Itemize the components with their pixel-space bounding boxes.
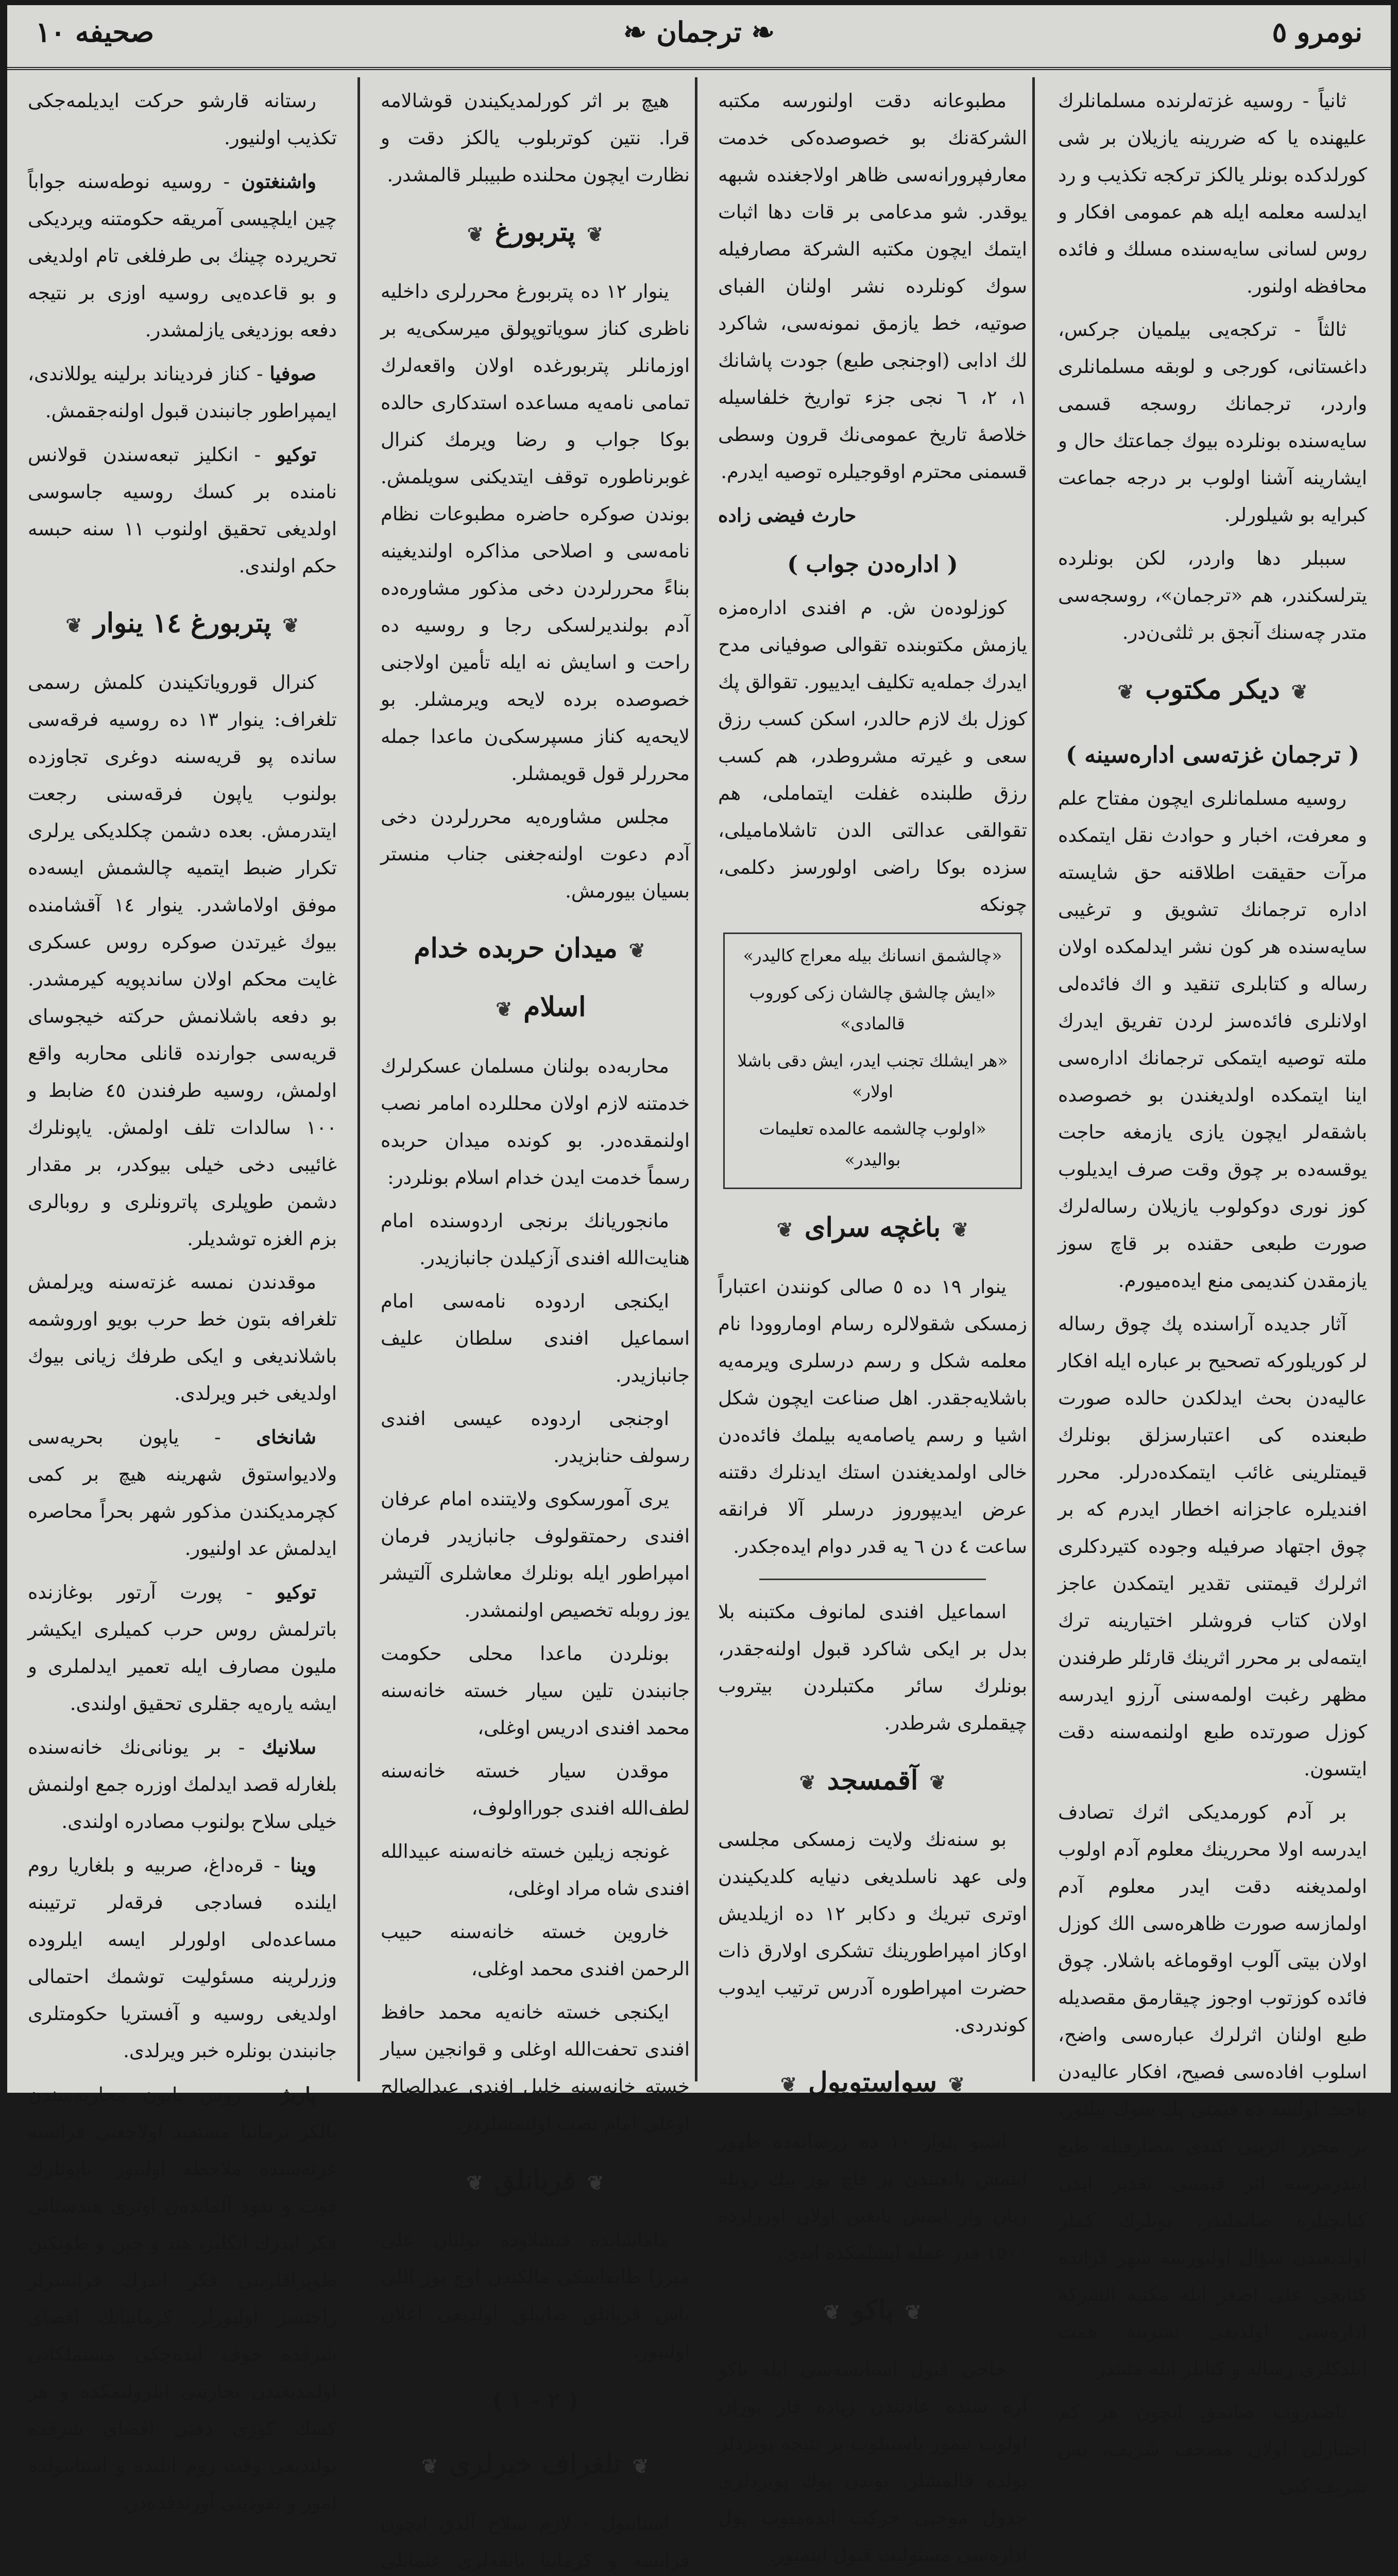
ornament-icon: ❦ (929, 1771, 946, 1794)
paragraph: سببلر دها واردر، لکن بونلرده یترلسکندر، هم «ترجمان»، روسجه‌سی متدر چه‌سنك آنجق بر ثلثی‌ن‌در. (1058, 547, 1367, 643)
section-heading: ❦میدان حربده خدام اسلام❦ (381, 920, 690, 1038)
ornament-icon: ❦ (905, 2300, 922, 2324)
section-heading: ❦سواستوپول❦ (718, 2054, 1027, 2113)
paragraph: ینوار ١٩ ده ٥ صالی کونندن اعتباراً زمسکی شقولالره رسام اوماروودا نام معلمه شکل و رسم درسلری ویرمه‌یه باشلایه‌جقدر. اهل صناعت ایچون شکل اشیا و رسم یاصامه‌یه بیلمك فائده‌دن خالی اولمدیغندن استك ایدنلرك دقتنه عرض ایدیپوروز درسلر آلا فرانقه ساعت ٤ دن ٦ یه قدر دوام ایده‌جکدر. (718, 1276, 1027, 1557)
paragraph: ماماشایده قیشلاوده بولنان علی میرزا طایفاسکی مالکندن اوچ یوز اللی باش قربانلق صاتیلق اولدیغی اعلان اولنیور. (381, 2229, 690, 2362)
paragraph: بو سنه‌نك ولایت زمسکی مجلسی ولی عهد ناسلدیغی دنیایه کلدیکیندن اوتری تبریك و دکابر ١٢ ده ازیلدیش اوکاز امپراطورینك تشکری اولارق ذات حضرت امپراطوره آدرس ترتیب ایدوب کوندردی. (718, 1828, 1027, 2036)
verse-line: «اولوب چالشمه عالمده تعلیمات بوالیدر» (759, 1118, 986, 1170)
ornament-icon: ❦ (496, 997, 513, 1021)
ornament-icon: ❦ (1117, 680, 1134, 703)
column-rule (695, 77, 697, 2081)
section-subtitle: ( ترجمان غزته‌سی اداره‌سینه ) (1066, 742, 1359, 768)
column-2 (718, 82, 1028, 2566)
column-3 (381, 82, 690, 2571)
paragraph: مطبوعانه دقت اولنورسه مکتبه الشرکة‌نك بو خصوصده‌کی خدمت معارفپرورانه‌سی ظاهر اولاجغنده شبهه یوقدر. شو مدعامی بر قات دها اثبات ایتمك ایچون مکتبه الشرکة مصارفیله سوك کونلرده نشر اولنان الفبای صوتیه، خط یازمق نمونه‌سی، شاکرد لك ادابی (اوجنجی طبع) جودت پاشانك ١، ٢، ٦ نجی جزء تواریخ خلفاسیله خلاصهٔ تاریخ عمومی‌نك قرون وسطی قسمنی محترم اوقوجیلره توصیه ایدرم. (718, 90, 1028, 483)
news-item: توکیو - انکلیز تبعه‌سندن قولانس نامنده بر کسك روسیه جاسوسی اولدیغی تحقیق اولنوب ١١ سنه حبسه حکم اولندی. (28, 443, 337, 577)
paragraph: موقدن سیار خسته خانه‌سنه لطف‌الله افندی جورااولوف، (381, 1760, 690, 1819)
newspaper-page (7, 5, 1391, 2571)
paragraph: بر آدم کورمدیکی اثرك تصادف ایدرسه اولا محررینك معلوم آدم اولوب اولمدیغنه دقت ایدر معلوم آدم اولمازسه صورت ظاهره‌سی الك کوزل اولان بیتی آلوب اوقوماغه باشلار. چوق فائده کوزتوب اوجوز چیقارمق مقصدیله طبع اولنان اثرلرك عباره‌سی واضح، اسلوب افاده‌سی فصیح، افکار عالیه‌دن باحث اولسه ده قیمتی پك سوك بیلنور، بر محرر اثرینی کندی مصارفیله طبع ایتدرمزسه اثر قیمتنی تقدیر ایدن کتابچیلره صاتملیدر، بونلرك کملر اولدیغندن سؤال اولنورسه شهر قزانده کتابچی علی اصغر ایله مکتبه الشرکة اداره‌سی اولدیغی نشرینه همت ایلدکلری رساله و کتابلر ایله مثبتدر. (1058, 1801, 1367, 2380)
paragraph: محاربه‌ده بولنان مسلمان عسکرلرك خدمتنه لازم اولان محللرده امامر نصب اولنمقده‌در. بو کونده میدان حربده رسماً خدمت ایدن خدام اسلام بونلردر: (381, 1055, 690, 1189)
paragraph: آثار جدیده آراسنده پك چوق رساله لر کوریلورکه تصحیح بر عباره ایله افکار عالیه‌دن بحث ایدلکدن حالده صورت طبعنده کی اعتبارسزلق بونلرك قیمتلرینی غائب ایتمکده‌درلر. محرر افندیلره عاجزانه اخطار ایدرم که بر چوق اجتهاد صرفیله وجوده کتیردکلری اثرلرك قیمتنی تقدیر ایتمکدن عاجز اولان کتاب فروشلر اختیارینه ترك ایتمه‌لی بر محرر اثرینك قارئلر طرفندن مظهر رغبت اولمه‌سنی آرزو ایدرسه کوزل صورتده طبع اولنمه‌سنه دقت ایتسون. (1058, 1313, 1367, 1780)
column-rule (357, 77, 360, 2081)
page-number: صحیفه ١٠ (36, 15, 155, 48)
paragraph: کوزلوده‌ن ش. م افندی اداره‌مزه یازمش مکتوبنده تقوالی صوفیانی مدح ایدرك جمله‌یه تکلیف ایدییور. تقوالق پك کوزل بك لازم حالدر، اسکن کسب رزق سعی و غیرته مشروطدر، هم کسب رزق طلبنده غفلت ایتماملی، هم تقوالقی عدالتی الدن تاشلامامیلی، سزده بوکا راضی اولورسز دکلمی، چونکه (718, 597, 1027, 916)
ornament-icon: ❦ (799, 1771, 816, 1794)
ornament-icon: ❦ (466, 2171, 483, 2194)
ornament-icon: ❦ (467, 223, 484, 246)
masthead (7, 5, 1391, 70)
ornament-icon: ❦ (421, 2454, 438, 2478)
paragraph: یری آمورسکوی ولایتنده امام عرفان افندی رحمتقولوف جانبازیدر فرمان امپراطور ایله بونلرك معاشلری آلتیشر یوز روبله تخصیص اولنمشدر. (381, 1488, 690, 1621)
section-heading: ❦پتربورغ❦ (381, 204, 690, 263)
paragraph: بونلردن ماعدا محلی حکومت جانبندن تلین سیار خسته خانه‌سنه محمد افندی ادریس اوغلی، (381, 1642, 690, 1739)
paragraph: مجلس مشاوره‌یه محررلردن دخی آدم دعوت اولنه‌جغنی جناب منستر بسیان بیورمش. (381, 806, 690, 902)
news-item: توکیو - پورت آرتور بوغازنده باترلمش روس حرب کمیلری ایکیشر ملیون مصارف ایله تعمیر ایدلملری و ایشه یاره‌یه جقلری تحقیق اولندی. (28, 1581, 337, 1715)
paragraph: هیچ بر اثر کورلمدیکیندن قوشالامه قرا. نتین کوتربلوب یالکز دقت و نظارت ایچون محلنده طبیبلر قالمشدر. (381, 90, 690, 186)
paragraph: اشبو ینوار ١٠ ده زرسانه‌ده ظهور ایتمش یانغیندن بر قاچ یوز بیك روبله زیان وار ایمش یانغین اولان اوزرلرده ١٥٠٠ قدر عمله ایشلمکده ایدی. (718, 2130, 1027, 2264)
section-heading: ❦دیکر مکتوب❦ (1058, 662, 1367, 720)
paragraph: ینوار ١٢ ده پتربورغ محررلری داخلیه ناظری کناز سویاتوپولق میرسکی‌یه بر اوزمانلر پتربورغده اولان واقعه‌لرك تمامی نامه‌یه مساعده استدکاری حالده بوکا جواب و رضا ویرمك کنرال غوبرناطوره توقف ایتدیکنی سویلمش. بوندن صوکره حاضره مطبوعات نظام نامه‌سی و اصلاحی مذاکره اولندیغینه بناءً محررلردن دخی مذکور مشاوره‌ده آدم بولندیرلسکی رجا و روسیه ده راحت و اسایش نه ایله تأمین اولاجنی خصوصده برده لایحه ویرمشلر. بو لایحه‌یه کناز مسپرسکی‌ن ماعدا جمله محررلر قول قویمشلر. (381, 280, 690, 785)
verse-box (723, 933, 1022, 1189)
paragraph: ثالثاً - ترکجه‌یی بیلمیان جرکس، داغستانی، کورجی و لوبقه مسلمانلری واردر، ترجمانك روسجه قسمی سایه‌سنده بونلرده بیوك جماعتك حال و ایشارینه آشنا اولوب بر درجه جماعت کبرایه بو شیلورلر. (1058, 318, 1367, 526)
verse-line: «هر ایشلك تجنب ایدر، ایش دقی باشلا اولار» (737, 1050, 1008, 1101)
column-4 (28, 82, 337, 2514)
ornament-icon: ❦ (587, 2171, 604, 2194)
column-rule (1032, 77, 1035, 2081)
paragraph: روسیه مسلمانلری ایچون مفتاح علم و معرفت، اخبار و حوادث نقل ایتمکده مرآت حقیقت اطلاقنه حق شایسته اداره ترجمانك تشویق و ترغیبی سایه‌سنده هر کون نشر ایدلمکده اولان رساله و کتابلری تنقید و اك فائده‌لی اولانلری فائده‌سز لردن تفریق ایدرك ملته توصیه ایتمکی ترجمانك اداره‌سی اینا ایتمکده اولدیغندن بو خصوصده باشقه‌لر ایچون یازی یازمغه حاجت یوقسه‌ده بر چوق وقت صرف ایدیلوب کوز نوری دوکولوب یازیلان رساله‌لرك صورت طبعی حقنده بر قاچ سوز یازمقدن کندیمی منع ایده‌میورم. (1058, 787, 1367, 1292)
ornament-icon: ❦ (824, 2300, 841, 2324)
news-item: صوفیا - کناز فردیناند برلینه یوللاندی، ایمپراطور جانبندن قبول اولنه‌جقمش. (28, 362, 337, 422)
paragraph: ثانیاً - روسیه غزته‌لرنده مسلمانلرك علیهنده یا که ضررینه یازیلان بر شی کورلدکده بونلر یالکز ترکجه تکذیب و رد ایدلسه معلمه ایله هم عمومی افکار و روس لسانی سایه‌سنده مسلك و فائده محافظه اولنور. (1058, 90, 1367, 297)
ornament-icon: ❦ (65, 614, 82, 637)
news-item: پاریژ - روس یاپون محاربه‌سندن یالکز ترمانیا مستفید اولاجغنی فرانسه غزته‌سنده ملاحظه اولنیور. یاپونلرك قوت و نفوذ آلمانده‌ن اوتری هندستانی فکر ایدرك انکلیز، هند و چین و طونکین طوپراقلرینی فکر ایدرك فرانسزلر راحتسز اولیورلر. کرمانیانك اقصای شرقده خوف ایده‌جکی مستملکاتی اولمدیغندن تجارتنی ایلرولتمکده و هر کسك کوزی دقتی اقصای شرقده بولندیغی وقت روم ایلنده و استانبولده امور و نفوذینی آورتدقده‌در. (28, 2083, 337, 2514)
section-heading: ❦قربانلق❦ (381, 2153, 690, 2211)
paragraph: خاروین خسته خانه‌سنه حبیب الرحمن افندی محمد اوغلی، (381, 1921, 690, 1980)
ornament-icon: ❦ (1291, 680, 1308, 703)
ornament-icon: ❧ (751, 15, 775, 48)
section-heading: ❦تلغراف خبرلری❦ (381, 2436, 690, 2495)
paragraph: رستانه قارشو حرکت ایدیلمه‌جکی تکذیب اولنیور. (28, 90, 337, 149)
paragraph: اسماعیل افندی لمانوف مکتبنه بلا بدل بر ایکی شاکرد قبول اولنه‌جقدر، بونلرك سائر مکتبلردن بیتروب چیقملری شرطدر. (718, 1601, 1027, 1734)
continued-marker: ( ٢ - ١ ) (491, 2387, 579, 2414)
ornament-icon: ❧ (623, 15, 647, 48)
paragraph: ایکنجی خسته خانه‌یه محمد حافظ افندی تحفت‌الله اوغلی و قوانجین سیار خسته خانه‌سنه خلیل افندی عبدالصالح اوغلی امام نصب اولنمشلردر. (381, 2001, 690, 2134)
ornament-icon: ❦ (587, 223, 604, 246)
paragraph: حاجی قبول استانسه‌سی ایله باکو آره سنده عادتندن زیاده قار بوران اولوب تیمور یاستیلوب بر نتیجه پویزدلر یولده قالمشلر. بوندن پوك پویزدلری جدول موجبی حرکت ایده‌میوب یول اداره‌سی مسئولیت قبول ایتمیور. (718, 2358, 1027, 2566)
news-item: واشنغتون - روسیه نوطه‌سنه جواباً چین ایلچیسی آمریقه حکومتنه ویردیکی تحریرده چینك بی طرفلغی تام اولدیغی و بو قاعده‌یی روسیه اوزی بر نتیجه دفعه بوزدیغی یازلمشدر. (28, 170, 337, 341)
verse-line: «چالشمق انسانك بیله معراج کالیدر» (743, 945, 1002, 965)
news-item: سلانیك - بر یونانی‌نك خانه‌سنده بلغارله قصد ایدلمك اوزره جمع اولنمش خیلی سلاح بولنوب مصادره اولندی. (28, 1736, 337, 1833)
ornament-icon: ❦ (776, 1218, 793, 1241)
paragraph: ایکنجی اردوده نامه‌سی امام اسماعیل افندی سلطان علیف جانبازیدر. (381, 1290, 690, 1386)
section-heading: ( اداره‌دن جواب ) (787, 551, 958, 578)
paragraph: موقدندن نمسه غزته‌سنه ویرلمش تلغرافه بتون خط حرب بویو اوروشمه باشلاندیغی و ایکی طرفك زیانی بیوك اولدیغی خبر ویرلدی. (28, 1271, 337, 1404)
section-heading: ❦باغچه سرای❦ (718, 1199, 1027, 1258)
ornament-icon: ❦ (632, 2454, 649, 2478)
news-item: وینا - قره‌داغ، صربیه و بلغاریا روم ایلنده فسادجی فرقه‌لر ترتیبنه مساعده‌لی اولورلر ایسه ایلروده وزرلرینه مسئولیت توشمك احتمالی اولدیغی روسیه و آفستریا حکومتلری جانبندن بونلره خبر ویرلدی. (28, 1854, 337, 2062)
signature: حارث فیضی زاده (718, 504, 857, 527)
paragraph: باصدروب صاتمق ایچون هر کم اختیارلی اولان مصحف شریف، یس شریف کبی (1058, 2401, 1367, 2497)
paragraph: اوجنجی اردوده عیسی افندی رسولف حنابزیدر. (381, 1408, 690, 1467)
divider (759, 1579, 986, 1580)
newspaper-title: ❧ ترجمان ❧ (623, 15, 775, 48)
column-1 (1058, 82, 1367, 2497)
section-heading: ❦پتربورغ ١٤ ینوار❦ (28, 595, 337, 654)
section-heading: ❦آقمسجد❦ (718, 1752, 1027, 1811)
paragraph: استانبول - لازم سلاح آلدق ایچون فرانسه و کرمانیا بانقه‌لری عثمانلی (381, 2512, 690, 2571)
issue-number: نومرو ٥ (1272, 15, 1362, 48)
ornament-icon: ❦ (628, 939, 645, 962)
ornament-icon: ❦ (952, 1218, 969, 1241)
section-heading: ❦باکو❦ (718, 2282, 1027, 2341)
verse-line: «ایش چالشق چالشان زکی کوروب قالمادی» (749, 982, 996, 1033)
ornament-icon: ❦ (948, 2073, 965, 2096)
news-item: شانخای - یاپون بحریه‌سی ولادیواستوق شهرینه هیچ بر کمی کچرمدیکندن مذکور شهر بحراً محاصره ایدلمش عد اولنیور. (28, 1426, 337, 1560)
paragraph: مانجوریانك برنجی اردوسنده امام هنایت‌الله افندی آزکیلدن جانبازیدر. (381, 1210, 690, 1269)
paragraph: غونجه زیلین خسته خانه‌سنه عبیدالله افندی شاه مراد اوغلی، (381, 1840, 690, 1900)
ornament-icon: ❦ (282, 614, 299, 637)
ornament-icon: ❦ (780, 2073, 797, 2096)
paragraph: کنرال قورویاتکیندن کلمش رسمی تلغراف: ینوار ١٣ ده روسیه فرقه‌سی سانده پو قریه‌سنه دوغری تجاوزده بولنوب یاپون فرقه‌سنی رجعت ایتدرمش. بعده دشمن چکلدیکی یرلری تکرار ضبط ایتمیه چالشمش ایسه‌ده موفق اولاماشدر. ینوار ١٤ آقشامنده بیوك غیرتدن صوکره روس عسکری غایت محکم اولان ساندپویه کیرمشدر. بو دفعه باشلانمش حرکته خیجوسای قریه‌سی جوارنده قانلی محاربه واقع اولمش، روسیه طرفندن ٤٥ ضابط و ١٠٠ سالدات تلف اولمش. یاپونلرك غائیبی دخی خیلی بیوکدر، بر مقدار دشمن طوپلری پاترونلری و روبالری بزم الغزه توشدیلر. (28, 671, 337, 1250)
